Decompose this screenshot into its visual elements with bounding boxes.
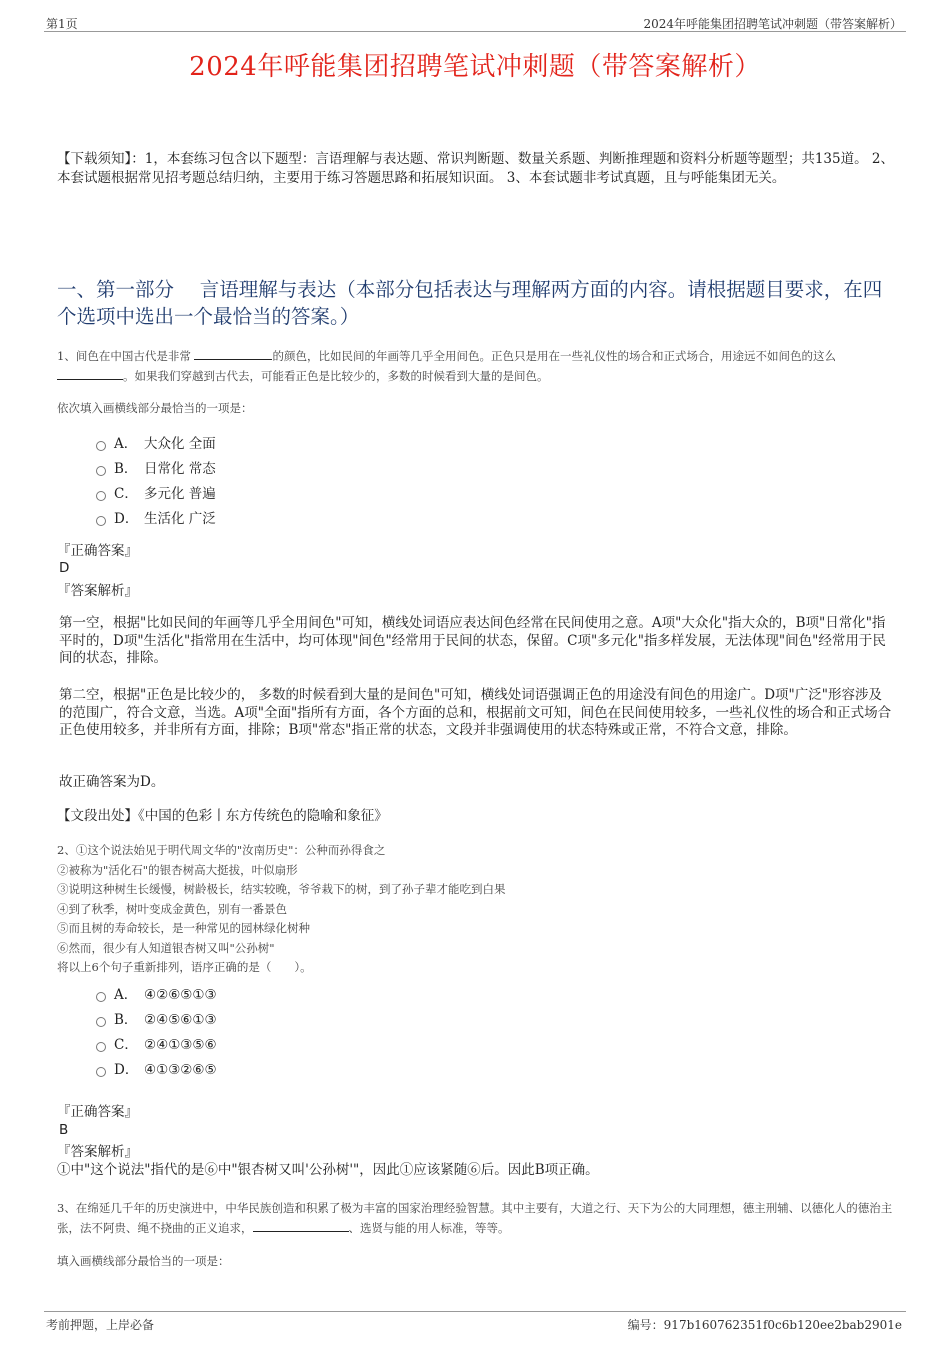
q2-analysis-label: 『答案解析』	[57, 1144, 138, 1160]
q1-text-a: 1、间色在中国古代是非常	[57, 349, 195, 363]
q2-line: ⑥然而，很少有人知道银杏树又叫"公孙树"	[57, 940, 275, 955]
q3-text-b: 、选贤与能的用人标准，等等。	[348, 1221, 510, 1235]
page-header	[44, 12, 906, 32]
question-3-stem	[57, 1198, 897, 1238]
q3-blank	[253, 1220, 349, 1232]
q2-option-b[interactable]	[96, 1008, 217, 1033]
section-title: 一、第一部分 言语理解与表达（本部分包括表达与理解两方面的内容。请根据题目要求，在四个选项中选出一个最恰当的答案。）	[57, 278, 883, 328]
q1-option-c[interactable]	[96, 482, 216, 507]
q1-answer-label: 『正确答案』	[57, 543, 138, 559]
question-1-stem	[57, 346, 897, 386]
option-letter: C．	[114, 486, 138, 502]
q2-answer-label: 『正确答案』	[57, 1104, 138, 1120]
q2-line: ③说明这种树生长缓慢，树龄极长，结实较晚，爷爷栽下的树，到了孙子辈才能吃到白果	[57, 882, 506, 896]
q1-answer: D	[59, 560, 70, 576]
q1-analysis-paragraph-2: 第二空，根据"正色是比较少的， 多数的时候看到大量的是间色"可知，横线处词语强调正色的用途没有间色的用途广。D项"广泛"形容涉及的范围广，符合文意，当选。A项"全面"指所有方面，各个方面的总和，根据前文可知，间色在民间使用较多，一些礼仪性的场合和正式场合正色使用较多，并非所有方面，排除；B项"常态"指正常的状态，文段并非强调使用的状态特殊或正常，不符合文意，排除。	[59, 687, 892, 738]
q1-prompt: 依次填入画横线部分最恰当的一项是：	[57, 401, 253, 415]
q2-options	[96, 983, 217, 1083]
option-text: 大众化 全面	[144, 436, 216, 452]
q1-text-b: 的颜色，比如民间的年画等几乎全用间色。正色只是用在一些礼仪性的场合和正式场合，用途远不如间色的这么	[272, 349, 836, 363]
q2-line: 2、①这个说法始见于明代周文华的"汝南历史"：公种而孙得食之	[57, 843, 386, 857]
footer-doc-id: 编号：917b160762351f0c6b120ee2bab2901e	[627, 1318, 902, 1332]
page-footer	[44, 1311, 906, 1333]
q1-conclusion: 故正确答案为D。	[59, 774, 165, 790]
option-text: ②④①③⑤⑥	[144, 1037, 217, 1053]
q2-answer: B	[59, 1122, 69, 1138]
download-notice: 【下载须知】：1，本套练习包含以下题型：言语理解与表达题、常识判断题、数量关系题、判断推理题和资料分析题等题型；共135道。 2、本套试题根据常见招考题总结归纳，主要用于练习答题思路和拓展知识面。 3、本套试题非考试真题，且与呼能集团无关。	[57, 151, 894, 186]
q1-text-c: 。如果我们穿越到古代去，可能看正色是比较少的，多数的时候看到大量的是间色。	[123, 369, 549, 383]
q1-option-b[interactable]	[96, 457, 216, 482]
option-text: 日常化 常态	[144, 461, 216, 477]
q2-prompt: 将以上6个句子重新排列，语序正确的是（ ）。	[57, 960, 312, 974]
q1-option-d[interactable]	[96, 507, 216, 532]
q1-options	[96, 432, 216, 532]
option-letter: B．	[114, 1012, 138, 1028]
q3-text-a: 3、在绵延几千年的历史演进中，中华民族创造和积累了极为丰富的国家治理经验智慧。其中主要有，大道之行、天下为公的大同理想，德主刑辅、以德化人的德治主张，法不阿贵、绳不挠曲的正义追求，	[57, 1201, 893, 1235]
option-text: 生活化 广泛	[144, 511, 216, 527]
radio-icon[interactable]	[96, 441, 106, 451]
question-2-stem	[57, 841, 506, 978]
q1-blank-2	[57, 368, 123, 380]
q1-source: 【文段出处】《中国的色彩丨东方传统色的隐喻和象征》	[57, 808, 388, 824]
radio-icon[interactable]	[96, 491, 106, 501]
q3-prompt: 填入画横线部分最恰当的一项是：	[57, 1254, 230, 1268]
option-letter: D．	[114, 1062, 139, 1078]
document-title: 2024年呼能集团招聘笔试冲刺题（带答案解析）	[189, 52, 761, 82]
page-number: 第1页	[46, 17, 78, 31]
option-text: ④①③②⑥⑤	[144, 1062, 217, 1078]
radio-icon[interactable]	[96, 992, 106, 1002]
q2-line: ④到了秋季，树叶变成金黄色，别有一番景色	[57, 901, 287, 916]
q2-option-d[interactable]	[96, 1058, 217, 1083]
q1-blank-1	[194, 348, 272, 360]
option-letter: A．	[114, 436, 138, 452]
radio-icon[interactable]	[96, 1067, 106, 1077]
radio-icon[interactable]	[96, 516, 106, 526]
radio-icon[interactable]	[96, 1017, 106, 1027]
q2-option-a[interactable]	[96, 983, 217, 1008]
option-text: 多元化 普遍	[144, 486, 216, 502]
option-letter: D．	[114, 511, 139, 527]
radio-icon[interactable]	[96, 1042, 106, 1052]
option-letter: A．	[114, 987, 138, 1003]
q2-option-c[interactable]	[96, 1033, 217, 1058]
q1-analysis-paragraph-1: 第一空，根据"比如民间的年画等几乎全用间色"可知，横线处词语应表达间色经常在民间使用之意。A项"大众化"指大众的，B项"日常化"指平时的，D项"生活化"指常用在生活中，均可体现"间色"经常用于民间的状态，保留。C项"多元化"指多样发展，无法体现"间色"经常用于民间的状态，排除。	[59, 615, 886, 666]
header-doc-title: 2024年呼能集团招聘笔试冲刺题（带答案解析）	[643, 17, 902, 31]
radio-icon[interactable]	[96, 466, 106, 476]
q2-line: ②被称为"活化石"的银杏树高大挺拔，叶似扇形	[57, 862, 298, 877]
option-letter: C．	[114, 1037, 138, 1053]
option-text: ④②⑥⑤①③	[144, 987, 217, 1003]
q2-analysis: ①中"这个说法"指代的是⑥中"银杏树又叫'公孙树'"，因此①应该紧随⑥后。因此B项正确。	[57, 1162, 599, 1178]
q1-analysis-label: 『答案解析』	[57, 583, 138, 599]
q1-option-a[interactable]	[96, 432, 216, 457]
q2-line: ⑤而且树的寿命较长，是一种常见的园林绿化树种	[57, 921, 310, 935]
option-text: ②④⑤⑥①③	[144, 1012, 217, 1028]
option-letter: B．	[114, 461, 138, 477]
footer-slogan: 考前押题，上岸必备	[46, 1318, 155, 1332]
